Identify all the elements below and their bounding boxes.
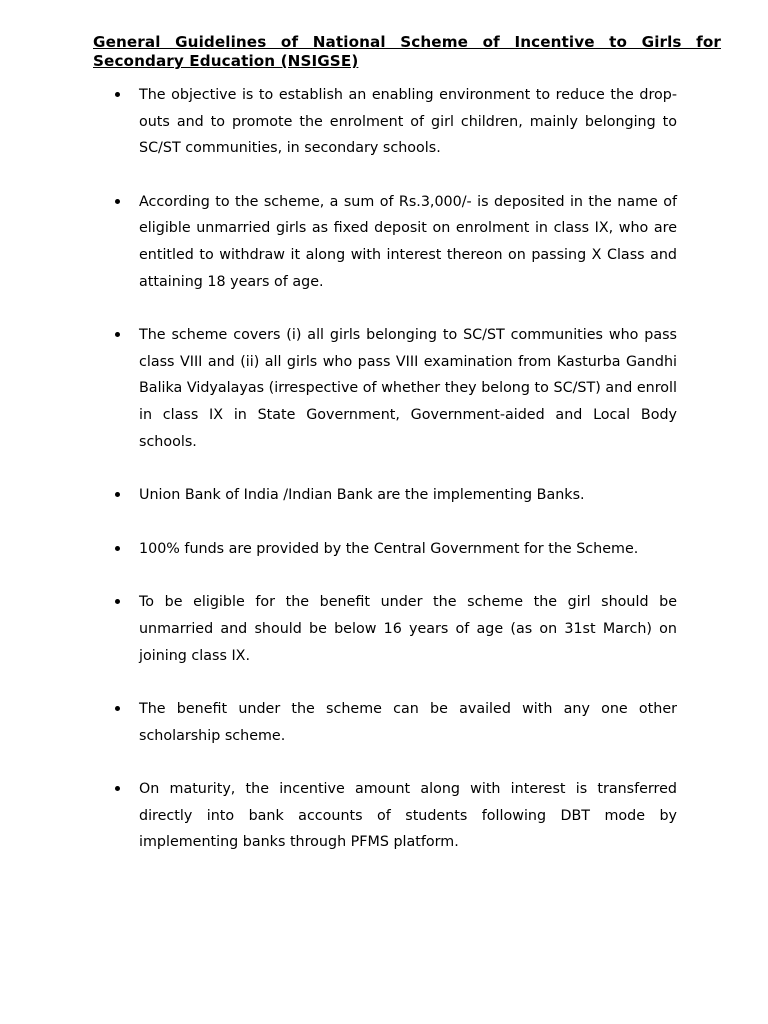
guideline-text: To be eligible for the benefit under the scheme the girl should be unmarried and should be below 16 years of age (as on 31st March) on joining class IX. (139, 594, 677, 664)
guideline-item (0, 482, 768, 509)
document-title: General Guidelines of National Scheme of Incentive to Girls for Secondary Education (NSIGSE) (93, 33, 721, 70)
guideline-text: The benefit under the scheme can be availed with any one other scholarship scheme. (139, 701, 677, 744)
guideline-text: According to the scheme, a sum of Rs.3,000/- is deposited in the name of eligible unmarried girls as fixed deposit on enrolment in class IX, who are entitled to withdraw it along with interest thereon on passing X Class and attaining 18 years of age. (139, 193, 677, 290)
bullet-icon (115, 599, 120, 604)
guideline-text: Union Bank of India /Indian Bank are the implementing Banks. (139, 487, 585, 504)
guideline-text: 100% funds are provided by the Central Government for the Scheme. (139, 540, 639, 557)
bullet-icon (115, 199, 120, 204)
guidelines-list (0, 82, 768, 883)
guideline-item (0, 189, 768, 295)
bullet-icon (115, 706, 120, 711)
bullet-icon (115, 546, 120, 551)
guideline-item (0, 696, 768, 749)
guideline-item (0, 322, 768, 455)
guideline-text: On maturity, the incentive amount along with interest is transferred directly into bank accounts of students following DBT mode by implementing banks through PFMS platform. (139, 781, 677, 851)
guideline-item (0, 589, 768, 669)
guideline-text: The objective is to establish an enabling environment to reduce the drop-outs and to promote the enrolment of girl children, mainly belonging to SC/ST communities, in secondary schools. (139, 87, 677, 157)
bullet-icon (115, 92, 120, 97)
guideline-item (0, 82, 768, 162)
guideline-text: The scheme covers (i) all girls belonging to SC/ST communities who pass class VIII and (ii) all girls who pass VIII examination from Kasturba Gandhi Balika Vidyalayas (irrespective of whether they belong to SC/ST) and enroll in class IX in State Government, Government-aided and Local Body schools. (139, 327, 677, 450)
bullet-icon (115, 786, 120, 791)
guideline-item (0, 776, 768, 856)
bullet-icon (115, 492, 120, 497)
guideline-item (0, 536, 768, 563)
bullet-icon (115, 332, 120, 337)
